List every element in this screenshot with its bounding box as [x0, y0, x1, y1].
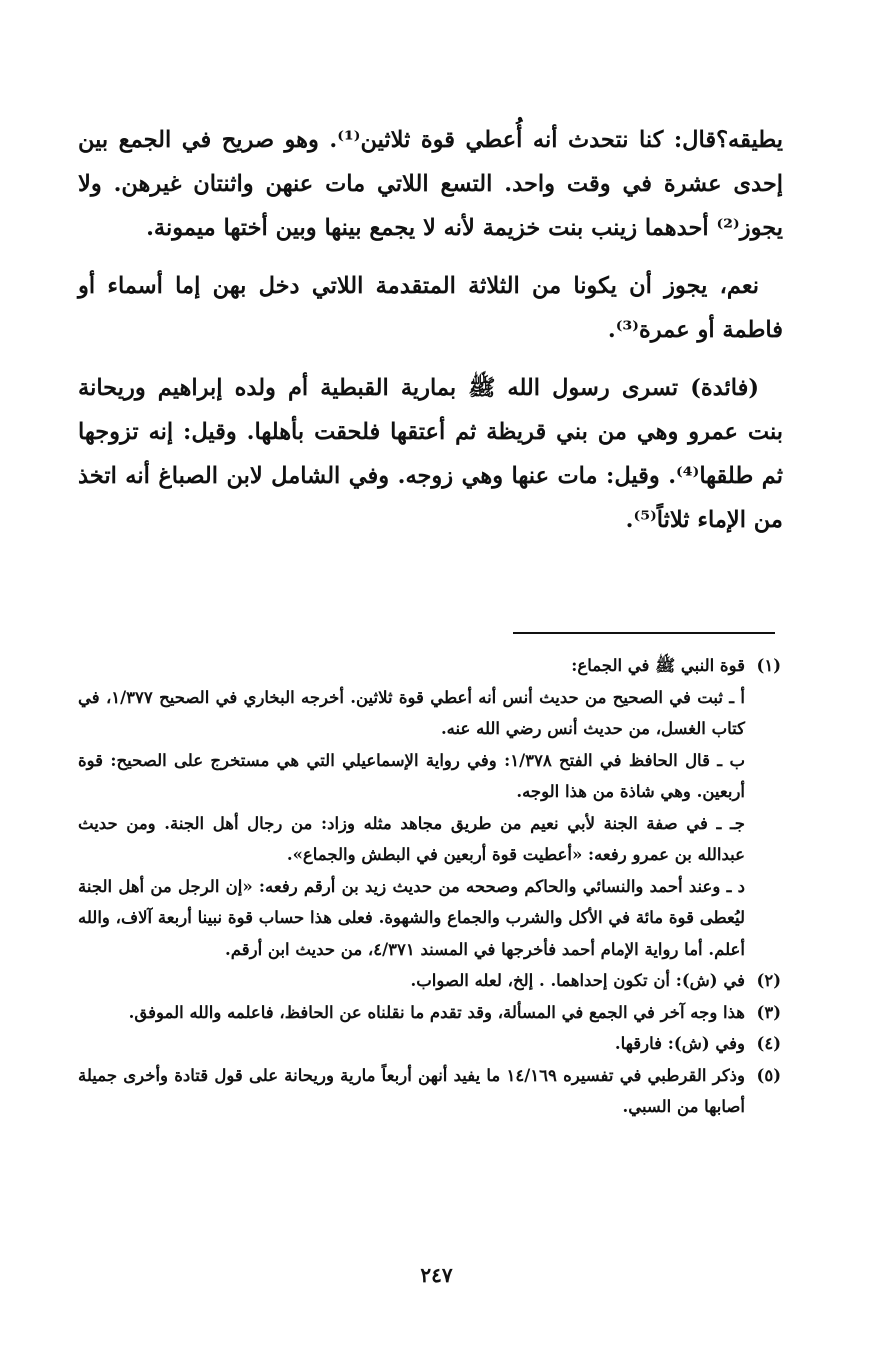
- footnote-item: د ـ وعند أحمد والنسائي والحاكم وصححه من حديث زيد بن أرقم رفعه: «إن الرجل من أهل الجنة ليُعطى قوة مائة في الأكل والشرب والجماع والشهوة. فعلى هذا حساب قوة نبينا أربعة آلاف، والله أعلم. أما رواية الإمام أحمد فأخرجها في المسند ٤/٣٧١، من حديث ابن أرقم.: [78, 876, 745, 959]
- footnote-number: (٢): [756, 971, 781, 990]
- footnote-number: (٤): [756, 1034, 781, 1053]
- footnote-item: جـ ـ في صفة الجنة لأبي نعيم من طريق مجاهد مثله وزاد: من رجال أهل الجنة. ومن حديث عبدالله بن عمرو رفعه: «أعطيت قوة أربعين في البطش والجماع».: [78, 813, 745, 864]
- main-paragraph-2: نعم، يجوز أن يكونا من الثلاثة المتقدمة اللاتي دخل بهن إما أسماء أو فاطمة أو عمرة⁽³⁾.: [78, 273, 783, 343]
- footnote-separator: [513, 632, 775, 634]
- footnote-text: وفي (ش): فارقها.: [614, 1034, 745, 1053]
- footnote-text: هذا وجه آخر في الجمع في المسألة، وقد تقدم ما نقلناه عن الحافظ، فاعلمه والله الموفق.: [128, 1002, 745, 1022]
- footnotes: [78, 650, 781, 1123]
- footnote-text: في (ش): أن تكون إحداهما. . إلخ، لعله الصواب.: [410, 971, 745, 990]
- footnote-heading: قوة النبي ﷺ في الجماع:: [571, 656, 745, 675]
- footnote-item: ب ـ قال الحافظ في الفتح ١/٣٧٨: وفي رواية الإسماعيلي التي هي مستخرج على الصحيح: قوة أربعين. وهي شاذة من هذا الوجه.: [78, 750, 745, 801]
- footnote-4: [78, 1028, 781, 1060]
- footnote-number: (٣): [756, 1002, 781, 1022]
- footnote-text: وذكر القرطبي في تفسيره ١٤/١٦٩ ما يفيد أنهن أربعاً مارية وريحانة على قول قتادة وأخرى جميلة أصابها من السبي.: [78, 1065, 745, 1116]
- footnote-body: [78, 650, 745, 965]
- footnote-3: [78, 997, 781, 1029]
- footnote-2: [78, 965, 781, 997]
- footnote-1: [78, 650, 781, 965]
- footnote-item: أ ـ ثبت في الصحيح من حديث أنس أنه أعطي قوة ثلاثين. أخرجه البخاري في الصحيح ١/٣٧٧، في كتاب الغسل، من حديث أنس رضي الله عنه.: [78, 687, 745, 738]
- faida-text: تسرى رسول الله ﷺ بمارية القبطية أم ولده إبراهيم وريحانة بنت عمرو وهي من بني قريظة ثم أعتقها فلحقت بأهلها. وقيل: إنه تزوجها ثم طلقها⁽⁴⁾. وقيل: مات عنها وهي زوجه. وفي الشامل لابن الصباغ أنه اتخذ من الإماء ثلاثاً⁽⁵⁾.: [78, 375, 783, 533]
- faida-paragraph: [78, 366, 783, 542]
- page-number: ٢٤٧: [420, 1263, 453, 1287]
- faida-label: (فائدة): [690, 375, 759, 401]
- main-paragraph-1: يطيقه؟قال: كنا نتحدث أنه أُعطي قوة ثلاثين⁽¹⁾. وهو صريح في الجمع بين إحدى عشرة في وقت واحد. التسع اللاتي مات عنهن واثنتان غيرهن. ولا يجوز⁽²⁾ أحدهما زينب بنت خزيمة لأنه لا يجمع بينها وبين أختها ميمونة.: [78, 127, 783, 241]
- main-text: [78, 118, 783, 556]
- footnote-number: (١): [756, 656, 781, 675]
- footnote-5: [78, 1060, 781, 1123]
- footnote-number: (٥): [756, 1065, 781, 1085]
